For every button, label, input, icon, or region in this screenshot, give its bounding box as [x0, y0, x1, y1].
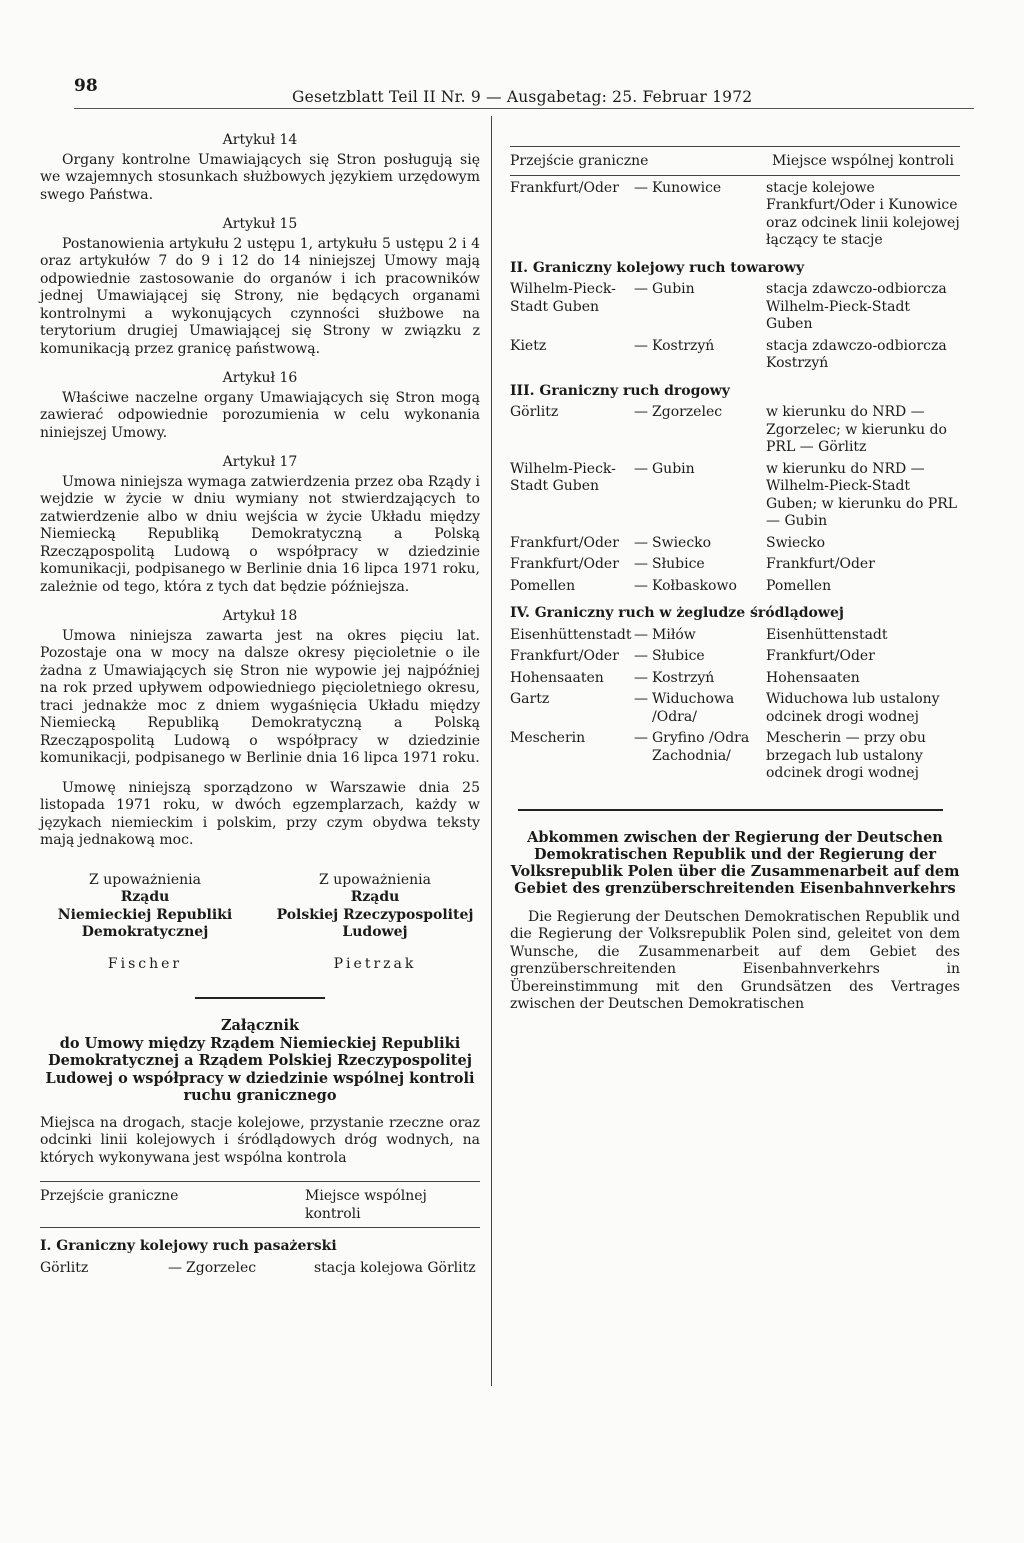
- table-row: [510, 691, 960, 726]
- table-row: [510, 556, 960, 574]
- table-row: [510, 535, 960, 553]
- crossing-b: Kołbaskowo: [652, 577, 737, 594]
- crossing-b: Kostrzyń: [652, 669, 715, 686]
- crossing-a: Gartz: [510, 691, 550, 707]
- crossing-b: Słubice: [652, 648, 705, 664]
- annex-table-header: [40, 1181, 480, 1228]
- control-place: Frankfurt/Oder: [766, 556, 875, 572]
- signature-line: Z upoważnienia: [89, 871, 201, 888]
- table-row: [510, 461, 960, 531]
- control-place: w kierunku do NRD — Wilhelm-Pieck-Stadt Guben; w kierunku do PRL — Gubin: [766, 460, 958, 529]
- article-16-text: Właściwe naczelne organy Umawiających się Stron mogą zawierać odpowiednie porozumienia w celu wykonania niniejszej Umowy.: [40, 389, 480, 441]
- dash: —: [634, 626, 648, 643]
- right-column: [510, 146, 960, 1028]
- control-place: Swiecko: [766, 534, 826, 551]
- header-rule: [74, 108, 974, 109]
- dash: —: [634, 179, 648, 196]
- annex-table-header: [510, 146, 960, 176]
- dash: —: [634, 534, 648, 551]
- abkommen-text: Die Regierung der Deutschen Demokratischen Republik und die Regierung der Volksrepublik Polen sind, geleitet von dem Wunsche, die Zusammenarbeit auf dem Gebiet des grenzüberschreitenden Eisenbahnverkehrs in Übereinstimmung mit den Grundsätzen des Vertrages zwischen der Deutschen Demokratischen: [510, 908, 960, 1012]
- table-row: [510, 578, 960, 596]
- column-header-crossing: Przejście graniczne: [40, 1188, 179, 1204]
- crossing-b: Miłów: [652, 626, 696, 643]
- control-place: stacja zdawczo-odbiorcza Wilhelm-Pieck-Stadt Guben: [766, 281, 947, 332]
- signature-prl: [270, 872, 480, 974]
- control-place: Mescherin — przy obu brzegach lub ustalony odcinek drogi wodnej: [766, 730, 926, 781]
- article-15-text: Postanowienia artykułu 2 ustępu 1, artykułu 5 ustępu 2 i 4 oraz artykułów 7 do 9 i 12 do 14 niniejszej Umowy mają odpowiednie zastosowanie do organów i ich pracowników jednej Umawiającej się Strony, nie będących organami kontrolnymi a wykonujących czynności służbowe na terytorium drugiej Umawiającej się Strony w związku z komunikacją przez granicę państwową.: [40, 235, 480, 357]
- signature-line: Rządu: [120, 889, 170, 905]
- signature-line: Polskiej Rzeczypospolitej: [276, 906, 474, 923]
- signature-line: Z upoważnienia: [319, 871, 431, 888]
- article-16-title: Artykuł 16: [222, 370, 298, 386]
- dash: —: [168, 1259, 182, 1276]
- control-place: stacja kolejowa Görlitz: [314, 1259, 476, 1276]
- crossing-a: Hohensaaten: [510, 669, 604, 686]
- crossing-a: Görlitz: [40, 1259, 89, 1276]
- signature-line: Demokratycznej: [81, 924, 209, 940]
- control-place: Hohensaaten: [766, 669, 860, 686]
- section-heading: I. Graniczny kolejowy ruch pasażerski: [40, 1238, 337, 1254]
- running-title: Gesetzblatt Teil II Nr. 9 — Ausgabetag: 25. Februar 1972: [292, 88, 753, 106]
- control-place: stacje kolejowe Frankfurt/Oder i Kunowice oraz odcinek linii kolejowej łączący te stacje: [766, 179, 960, 248]
- crossing-a: Mescherin: [510, 730, 586, 746]
- dash: —: [634, 577, 648, 594]
- crossing-a: Görlitz: [510, 404, 559, 420]
- page-number: 98: [74, 76, 98, 96]
- column-divider: [491, 116, 492, 1386]
- section-rule: [518, 809, 943, 811]
- article-17-text: Umowa niniejsza wymaga zatwierdzenia przez oba Rządy i wejdzie w życie w dniu wymiany not stwierdzających to zatwierdzenie albo w dniu wejścia w życie Układu między Niemiecką Republiką Demokratyczną a Polską Rzecząpospolitą Ludową o współpracy w dziedzinie komunikacji, podpisanego w Berlinie dnia 16 lipca 1971 roku, zależnie od tego, która z tych dat będzie późniejsza.: [40, 473, 480, 595]
- table-row: [510, 404, 960, 457]
- crossing-a: Pomellen: [510, 577, 576, 594]
- control-place: Frankfurt/Oder: [766, 648, 875, 664]
- left-column: [40, 132, 480, 1281]
- section-heading: II. Graniczny kolejowy ruch towarowy: [510, 259, 805, 276]
- crossing-b: Zgorzelec: [652, 404, 723, 420]
- dash: —: [634, 404, 648, 420]
- dash: —: [634, 337, 648, 354]
- crossing-a: Frankfurt/Oder: [510, 556, 619, 572]
- table-row: [40, 1260, 480, 1278]
- control-place: Widuchowa lub ustalony odcinek drogi wodnej: [766, 691, 940, 725]
- crossing-a: Frankfurt/Oder: [510, 648, 619, 664]
- crossing-b: Kostrzyń: [652, 337, 715, 354]
- column-header-place: Miejsce wspólnej kontroli: [305, 1188, 427, 1222]
- crossing-b: Słubice: [652, 556, 705, 572]
- crossing-b: Gubin: [652, 460, 695, 477]
- crossing-a: Kietz: [510, 337, 547, 354]
- annex-title: [40, 1017, 480, 1105]
- crossing-b: Gubin: [652, 281, 695, 297]
- signature-line: Ludowej: [342, 924, 408, 940]
- table-row: [510, 670, 960, 688]
- crossing-a: Eisenhüttenstadt: [510, 626, 632, 643]
- crossing-b: Swiecko: [652, 534, 712, 551]
- dash: —: [634, 691, 648, 707]
- section-heading: IV. Graniczny ruch w żegludze śródlądowej: [510, 605, 844, 621]
- article-14-text: Organy kontrolne Umawiających się Stron posługują się we wzajemnych stosunkach służbowych językiem urzędowym swego Państwa.: [40, 151, 480, 203]
- table-row: [510, 627, 960, 645]
- control-place: Eisenhüttenstadt: [766, 626, 888, 643]
- annex-intro: Miejsca na drogach, stacje kolejowe, przystanie rzeczne oraz odcinki linii kolejowych i śródlądowych dróg wodnych, na których wykonywana jest wspólna kontrola: [40, 1114, 480, 1166]
- article-15-title: Artykuł 15: [222, 216, 298, 232]
- signatory-name: Fischer: [107, 955, 183, 972]
- dash: —: [634, 669, 648, 686]
- article-18-text: Umowa niniejsza zawarta jest na okres pięciu lat. Pozostaje ona w mocy na dalsze okresy pięcioletnie o ile żadna z Umawiających się Stron nie wypowie jej najpóźniej na rok przed upływem odpowiedniego pięcioletniego okresu, traci jednakże moc z dniem wygaśnięcia Układu między Niemiecką Republiką Demokratyczną a Polską Rzecząpospolitą Ludową o współpracy w dziedzinie komunikacji, podpisanego w Berlinie dnia 16 lipca 1971 roku.: [40, 627, 480, 766]
- crossing-b: Widuchowa /Odra/: [652, 691, 735, 725]
- dash: —: [634, 730, 648, 746]
- dash: —: [634, 460, 648, 477]
- dash: —: [634, 556, 648, 572]
- abkommen-title: Abkommen zwischen der Regierung der Deutschen Demokratischen Republik und der Regierung der Volksrepublik Polen über die Zusammenarbeit auf dem Gebiet des grenzüberschreitenden Eisenbahnverkehrs: [510, 828, 960, 897]
- annex-title-line: Załącznik: [220, 1017, 300, 1034]
- crossing-a: Frankfurt/Oder: [510, 179, 619, 196]
- signature-line: Niemieckiej Republiki: [57, 906, 233, 923]
- control-place: stacja zdawczo-odbiorcza Kostrzyń: [766, 337, 947, 371]
- control-place: Pomellen: [766, 577, 832, 594]
- table-row: [510, 648, 960, 666]
- crossing-b: Gryfino /Odra Zachodnia/: [652, 730, 750, 764]
- table-row: [510, 281, 960, 334]
- column-header-crossing: Przejście graniczne: [510, 153, 649, 169]
- signature-block: [40, 872, 480, 974]
- article-14-title: Artykuł 14: [222, 132, 298, 148]
- crossing-a: Wilhelm-Pieck-Stadt Guben: [510, 460, 616, 494]
- crossing-b: Kunowice: [652, 179, 722, 196]
- signatory-name: Pietrzak: [333, 955, 417, 972]
- signature-line: Rządu: [350, 889, 400, 905]
- dash: —: [634, 648, 648, 664]
- signature-gdr: [40, 872, 250, 974]
- table-row: [510, 338, 960, 373]
- closing-paragraph: Umowę niniejszą sporządzono w Warszawie dnia 25 listopada 1971 roku, w dwóch egzemplarzach, każdy w językach niemieckim i polskim, przy czym obydwa teksty mają jednakową moc.: [40, 779, 480, 848]
- section-heading: III. Graniczny ruch drogowy: [510, 382, 730, 399]
- crossing-b: Zgorzelec: [186, 1259, 257, 1276]
- article-18-title: Artykuł 18: [222, 608, 298, 624]
- control-place: w kierunku do NRD — Zgorzelec; w kierunku do PRL — Görlitz: [766, 404, 947, 455]
- crossing-a: Frankfurt/Oder: [510, 534, 619, 551]
- column-header-place: Miejsce wspólnej kontroli: [772, 153, 954, 169]
- table-row: [510, 730, 960, 783]
- annex-title-rest: do Umowy między Rządem Niemieckiej Republiki Demokratycznej a Rządem Polskiej Rzeczypospolitej Ludowej o współpracy w dziedzinie wspólnej kontroli ruchu granicznego: [45, 1034, 475, 1104]
- section-rule: [195, 997, 325, 999]
- crossing-a: Wilhelm-Pieck-Stadt Guben: [510, 281, 616, 315]
- table-row: [510, 180, 960, 250]
- article-17-title: Artykuł 17: [222, 454, 298, 470]
- dash: —: [634, 281, 648, 297]
